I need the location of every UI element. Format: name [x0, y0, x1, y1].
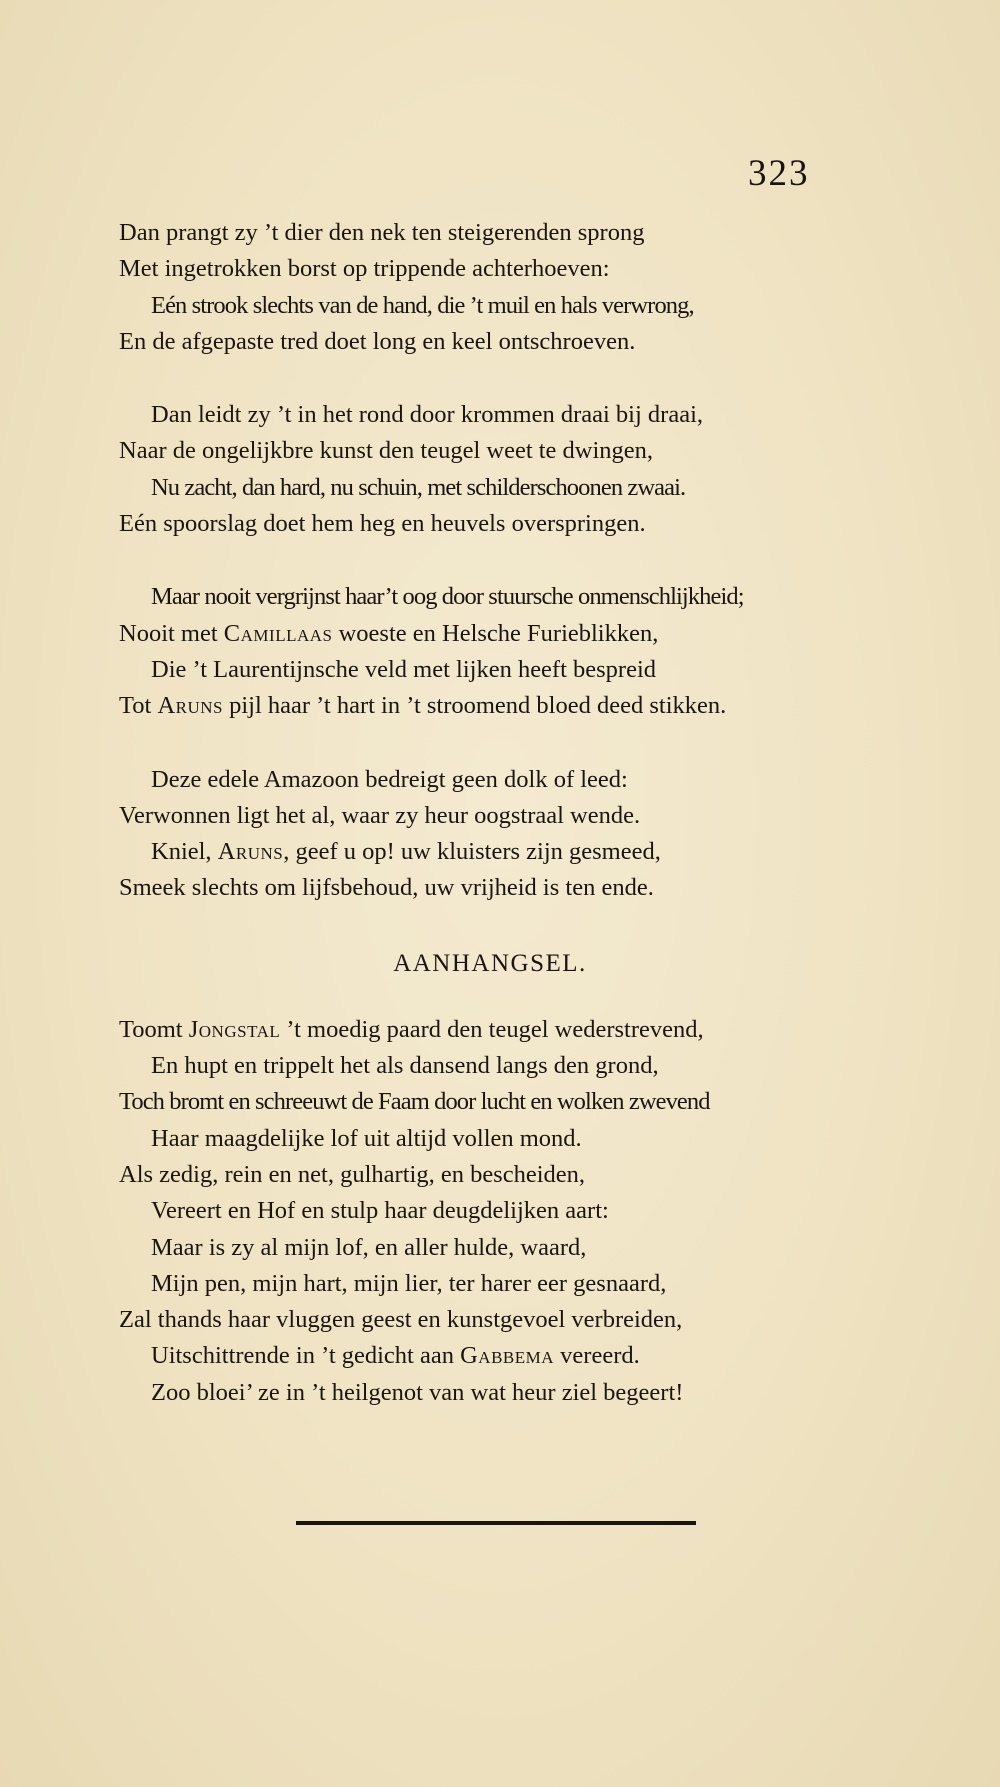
poem-line: Naar de ongelijkbre kunst den teugel weet te dwingen,	[119, 437, 654, 465]
line-end: pijl haar ’t hart in ’t stroomend bloed deed stikken.	[222, 692, 727, 720]
poem-line	[119, 616, 819, 652]
name-small-caps: Aruns	[157, 692, 223, 720]
poem-line: Eén spoorslag doet hem heg en heuvels overspringen.	[119, 510, 646, 538]
stanza-3	[119, 579, 819, 724]
line-start: Toomt	[119, 1015, 189, 1043]
line-end: ’t moedig paard den teugel wederstrevend,	[280, 1015, 704, 1043]
poem-line: Als zedig, rein en net, gulhartig, en bescheiden,	[119, 1160, 586, 1188]
poem-line: Maar nooit vergrijnst haar’t oog door stuursche onmenschlijkheid;	[151, 583, 744, 611]
line-end: , geef u op! uw kluisters zijn gesmeed,	[283, 838, 661, 866]
end-rule	[296, 1521, 696, 1525]
poem-line: Haar maagdelijke lof uit altijd vollen mond.	[151, 1124, 582, 1152]
poem-line: Vereert en Hof en stulp haar deugdelijken aart:	[151, 1197, 609, 1225]
poem-line	[119, 1012, 819, 1048]
poem-line: Eén strook slechts van de hand, die ’t muil en hals verwrong,	[151, 291, 694, 319]
line-end: vereerd.	[554, 1342, 640, 1370]
poem-line: Verwonnen ligt het al, waar zy heur oogstraal wende.	[119, 801, 641, 829]
poem-line: Mijn pen, mijn hart, mijn lier, ter harer eer gesnaard,	[151, 1269, 667, 1297]
page-number: 323	[748, 153, 810, 194]
line-end: woeste en Helsche Furieblikken,	[332, 619, 659, 647]
poem-line: Zal thands haar vluggen geest en kunstgevoel verbreiden,	[119, 1306, 683, 1334]
poem	[119, 215, 819, 1411]
poem-line: Dan leidt zy ’t in het rond door krommen draai bij draai,	[151, 401, 704, 429]
poem-line	[119, 688, 819, 724]
name-small-caps: Camillaas	[223, 619, 333, 647]
poem-line: En hupt en trippelt het als dansend langs den grond,	[151, 1052, 659, 1080]
poem-line: Toch bromt en schreeuwt de Faam door lucht en wolken zwevend	[119, 1088, 710, 1116]
stanza-1	[119, 215, 819, 360]
appendix-poem	[119, 1012, 819, 1411]
line-start: Tot	[119, 692, 158, 720]
poem-line: Dan prangt zy ’t dier den nek ten steigerenden sprong	[119, 219, 645, 246]
poem-line: Smeek slechts om lijfsbehoud, uw vrijheid is ten ende.	[119, 874, 654, 902]
name-small-caps: Aruns	[217, 838, 284, 866]
stanza-4	[119, 762, 819, 907]
poem-line: En de afgepaste tred doet long en keel ontschroeven.	[119, 327, 636, 355]
poem-line: Die ’t Laurentijnsche veld met lijken heeft bespreid	[151, 655, 657, 683]
poem-line: Maar is zy al mijn lof, en aller hulde, waard,	[151, 1233, 587, 1261]
poem-line	[119, 834, 819, 870]
line-start: Uitschittrende in ’t gedicht aan	[151, 1342, 461, 1370]
poem-line	[119, 1338, 819, 1374]
line-start: Nooit met	[119, 619, 224, 647]
poem-line: Zoo bloei’ ze in ’t heilgenot van wat heur ziel begeert!	[151, 1378, 684, 1406]
poem-line: Nu zacht, dan hard, nu schuin, met schilderschoonen zwaai.	[151, 473, 686, 501]
name-small-caps: Gabbema	[460, 1342, 555, 1370]
poem-line: Deze edele Amazoon bedreigt geen dolk of leed:	[151, 765, 628, 793]
section-heading: AANHANGSEL.	[393, 949, 587, 977]
stanza-2	[119, 397, 819, 542]
line-start: Kniel,	[151, 838, 218, 866]
name-small-caps: Jongstal	[188, 1015, 281, 1043]
poem-line: Met ingetrokken borst op trippende achterhoeven:	[119, 255, 610, 283]
